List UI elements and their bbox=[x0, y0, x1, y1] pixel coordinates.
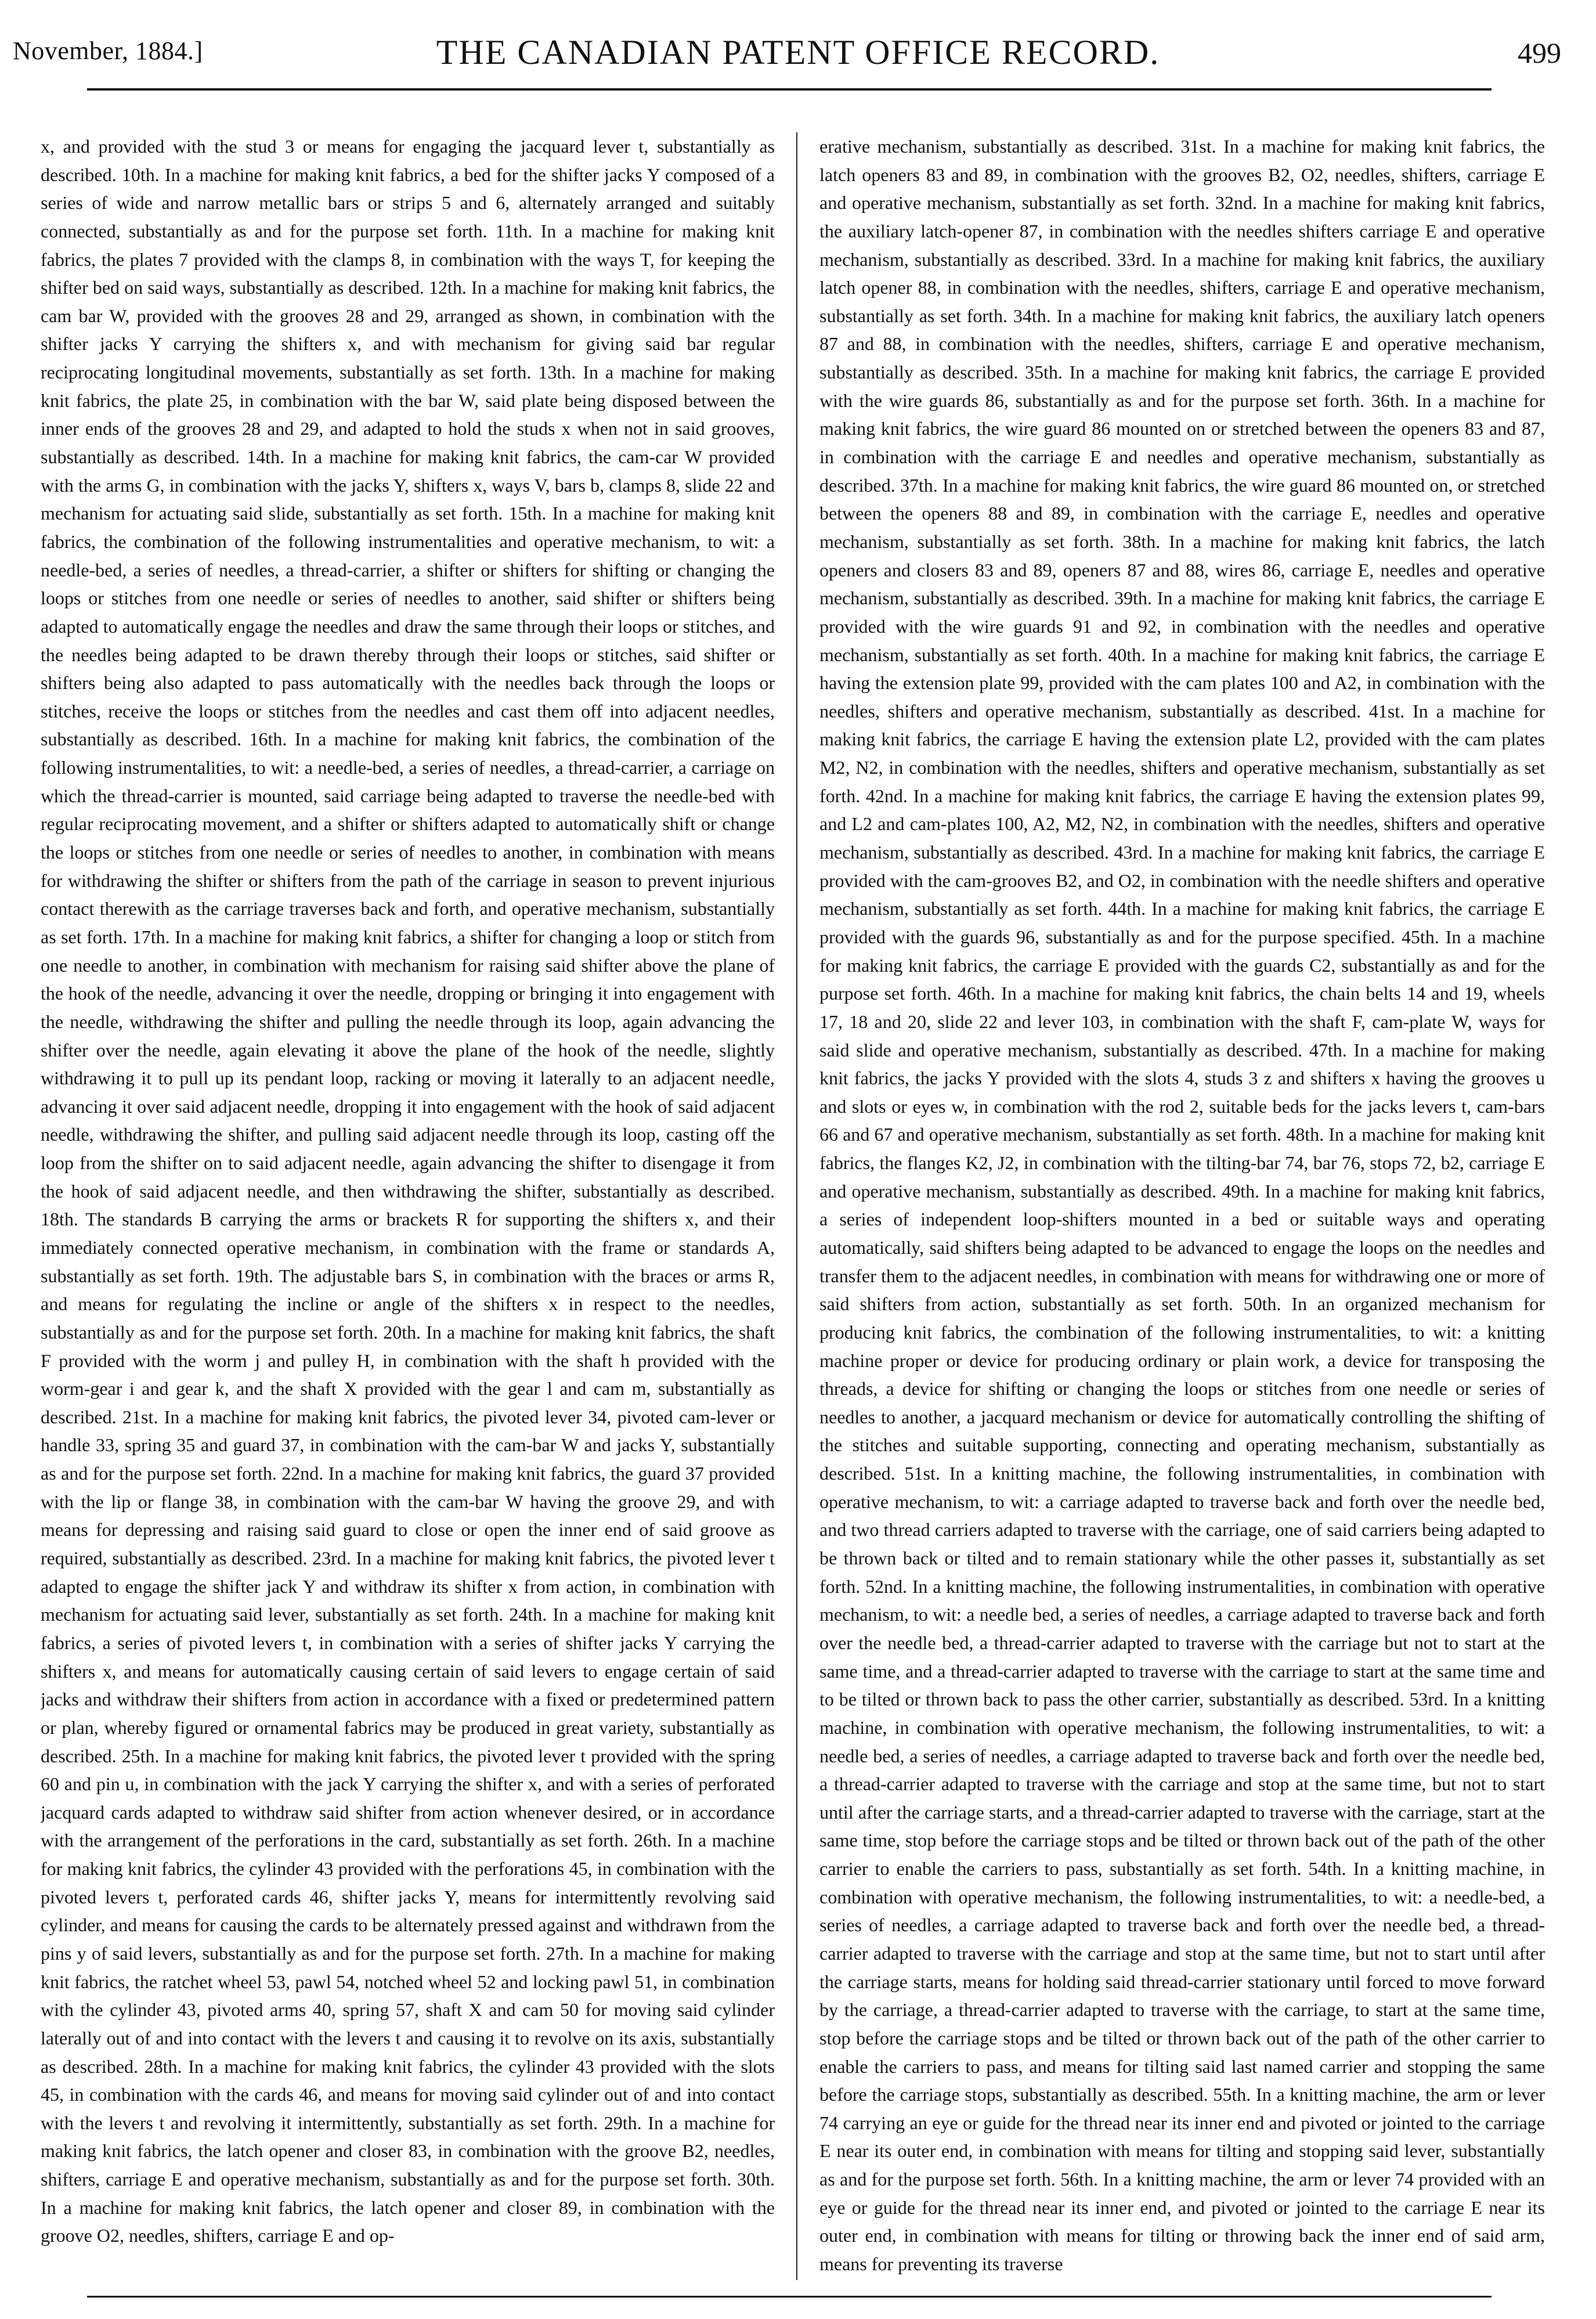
publication-title: THE CANADIAN PATENT OFFICE RECORD. bbox=[436, 33, 1160, 71]
issue-date: November, 1884.] bbox=[13, 37, 203, 65]
left-column bbox=[41, 132, 775, 2280]
right-column-text: erative mechanism, substantially as described. 31st. In a machine for making knit fabrics, the latch openers 83 and 89, in combination with the grooves B2, O2, needles, shifters, carriage E and operative mechanism, substantially as set forth. 32nd. In a machine for making knit fabrics, the auxiliary latch-opener 87, in combination with the needles shifters carriage E and operative mechanism, substantially as described. 33rd. In a machine for making knit fabrics, the auxiliary latch opener 88, in combination with the needles, shifters, carriage E and operative mechanism, substantially as set forth. 34th. In a machine for making knit fabrics, the auxiliary latch openers 87 and 88, in combination with the needles, shifters, carriage E and operative mechanism, substantially as described. 35th. In a machine for making knit fabrics, the carriage E provided with the wire guards 86, substantially as and for the purpose set forth. 36th. In a machine for making knit fabrics, the wire guard 86 mounted on or stretched between the openers 83 and 87, in combination with the carriage E and needles and operative mechanism, substantially as described. 37th. In a machine for making knit fabrics, the wire guard 86 mounted on, or stretched between the openers 88 and 89, in combination with the carriage E, needles and operative mechanism, substantially as set forth. 38th. In a machine for making knit fabrics, the latch openers and closers 83 and 89, openers 87 and 88, wires 86, carriage E, needles and operative mechanism, substantially as described. 39th. In a machine for making knit fabrics, the carriage E provided with the wire guards 91 and 92, in combination with the needles and operative mechanism, substantially as set forth. 40th. In a machine for making knit fabrics, the carriage E having the extension plate 99, provided with the cam plates 100 and A2, in combination with the needles, shifters and operative mechanism, substantially as described. 41st. In a machine for making knit fabrics, the carriage E having the extension plate L2, provided with the cam plates M2, N2, in combination with the needles, shifters and operative mechanism, substantially as set forth. 42nd. In a machine for making knit fabrics, the carriage E having the extension plates 99, and L2 and cam-plates 100, A2, M2, N2, in combination with the needles, shifters and operative mechanism, substantially as described. 43rd. In a machine for making knit fabrics, the carriage E provided with the cam-grooves B2, and O2, in combination with the needle shifters and operative mechanism, substantially as set forth. 44th. In a machine for making knit fabrics, the carriage E provided with the guards 96, substantially as and for the purpose specified. 45th. In a machine for making knit fabrics, the carriage E provided with the guards C2, substantially as and for the purpose set forth. 46th. In a machine for making knit fabrics, the chain belts 14 and 19, wheels 17, 18 and 20, slide 22 and lever 103, in combination with the shaft F, cam-plate W, ways for said slide and operative mechanism, substantially as described. 47th. In a machine for making knit fabrics, the jacks Y provided with the slots 4, studs 3 z and shifters x having the grooves u and slots or eyes w, in combination with the rod 2, suitable beds for the jacks levers t, cam-bars 66 and 67 and operative mechanism, substantially as set forth. 48th. In a machine for making knit fabrics, the flanges K2, J2, in combination with the tilting-bar 74, bar 76, stops 72, b2, carriage E and operative mechanism, substantially as described. 49th. In a machine for making knit fabrics, a series of independent loop-shifters mounted in a bed or suitable ways and operating automatically, said shifters being adapted to be advanced to engage the loops on the needles and transfer them to the adjacent needles, in combination with means for withdrawing one or more of said shifters from action, substantially as set forth. 50th. In an organized mechanism for producing knit fabrics, the combination of the following instrumentalities, to wit: a knitting machine proper or device for producing ordinary or plain work, a device for transposing the threads, a device for shifting or changing the loops or stitches from one needle or series of needles to another, a jacquard mechanism or device for automatically controlling the shifting of the stitches and suitable supporting, connecting and operating mechanism, substantially as described. 51st. In a knitting machine, the following instrumentalities, in combination with operative mechanism, to wit: a carriage adapted to traverse back and forth over the needle bed, and two thread carriers adapted to traverse with the carriage, one of said carriers being adapted to be thrown back or tilted and to remain stationary while the other passes it, substantially as set forth. 52nd. In a knitting machine, the following instrumentalities, in combination with operative mechanism, to wit: a needle bed, a series of needles, a carriage adapted to traverse back and forth over the needle bed, a thread-carrier adapted to traverse with the carriage but not to start at the same time, and a thread-carrier adapted to traverse with the carriage to start at the same time and to be tilted or thrown back to pass the other carrier, substantially as described. 53rd. In a knitting machine, in combination with operative mechanism, the following instrumentalities, to wit: a needle bed, a series of needles, a carriage adapted to traverse back and forth over the needle bed, a thread-carrier adapted to traverse with the carriage and stop at the same time, but not to start until after the carriage starts, and a thread-carrier adapted to traverse with the carriage, start at the same time, stop before the carriage stops and be tilted or thrown back out of the path of the other carrier to enable the carriers to pass, substantially as set forth. 54th. In a knitting machine, in combination with operative mechanism, the following instrumentalities, to wit: a needle-bed, a series of needles, a carriage adapted to traverse back and forth over the needle bed, a thread-carrier adapted to traverse with the carriage and stop at the same time, but not to start until after the carriage starts, means for holding said thread-carrier stationary until forced to move forward by the carriage, a thread-carrier adapted to traverse with the carriage, to start at the same time, stop before the carriage stops and be tilted or thrown back out of the path of the other carrier to enable the carriers to pass, and means for tilting said last named carrier and stopping the same before the carriage stops, substantially as described. 55th. In a knitting machine, the arm or lever 74 carrying an eye or guide for the thread near its inner end and pivoted or jointed to the carriage E near its outer end, in combination with means for tilting and stopping said lever, substantially as and for the purpose set forth. 56th. In a knitting machine, the arm or lever 74 provided with an eye or guide for the thread near its inner end, and pivoted or jointed to the carriage E near its outer end, in combination with means for tilting or throwing back the inner end of said arm, means for preventing its traverse bbox=[819, 136, 1545, 2275]
page-header bbox=[0, 33, 1596, 77]
left-column-text: x, and provided with the stud 3 or means for engaging the jacquard lever t, substantially as described. 10th. In a machine for making knit fabrics, a bed for the shifter jacks Y composed of a series of wide and narrow metallic bars or strips 5 and 6, alternately arranged and suitably connected, substantially as and for the purpose set forth. 11th. In a machine for making knit fabrics, the plates 7 provided with the clamps 8, in combination with the ways T, for keeping the shifter bed on said ways, substantially as described. 12th. In a machine for making knit fabrics, the cam bar W, provided with the grooves 28 and 29, arranged as shown, in combination with the shifter jacks Y carrying the shifters x, and with mechanism for giving said bar regular reciprocating longitudinal movements, substantially as set forth. 13th. In a machine for making knit fabrics, the plate 25, in combination with the bar W, said plate being disposed between the inner ends of the grooves 28 and 29, and adapted to hold the studs x when not in said grooves, substantially as described. 14th. In a machine for making knit fabrics, the cam-car W provided with the arms G, in combination with the jacks Y, shifters x, ways V, bars b, clamps 8, slide 22 and mechanism for actuating said slide, substantially as set forth. 15th. In a machine for making knit fabrics, the combination of the following instrumentalities and operative mechanism, to wit: a needle-bed, a series of needles, a thread-carrier, a shifter or shifters for shifting or changing the loops or stitches from one needle or series of needles to another, said shifter or shifters being adapted to automatically engage the needles and draw the same through their loops or stitches, and the needles being adapted to be drawn thereby through their loops or stitches, said shifter or shifters being also adapted to pass automatically with the needles back through the loops or stitches, receive the loops or stitches from the needles and cast them off into adjacent needles, substantially as described. 16th. In a machine for making knit fabrics, the combination of the following instrumentalities, to wit: a needle-bed, a series of needles, a thread-carrier, a carriage on which the thread-carrier is mounted, said carriage being adapted to traverse the needle-bed with regular reciprocating movement, and a shifter or shifters adapted to automatically shift or change the loops or stitches from one needle or series of needles to another, in combination with means for withdrawing the shifter or shifters from the path of the carriage in season to prevent injurious contact therewith as the carriage traverses back and forth, and operative mechanism, substantially as set forth. 17th. In a machine for making knit fabrics, a shifter for changing a loop or stitch from one needle to another, in combination with mechanism for raising said shifter above the plane of the hook of the needle, advancing it over the needle, dropping or bringing it into engagement with the needle, withdrawing the shifter and pulling the needle through its loop, again advancing the shifter over the needle, again elevating it above the plane of the hook of the needle, slightly withdrawing it to pull up its pendant loop, racking or moving it laterally to an adjacent needle, advancing it over said adjacent needle, dropping it into engagement with the hook of said adjacent needle, withdrawing the shifter, and pulling said adjacent needle through its loop, casting off the loop from the shifter on to said adjacent needle, again advancing the shifter to disengage it from the hook of said adjacent needle, and then withdrawing the shifter, substantially as described. 18th. The standards B carrying the arms or brackets R for supporting the shifters x, and their immediately connected operative mechanism, in combination with the frame or standards A, substantially as set forth. 19th. The adjustable bars S, in combination with the braces or arms R, and means for regulating the incline or angle of the shifters x in respect to the needles, substantially as and for the purpose set forth. 20th. In a machine for making knit fabrics, the shaft F provided with the worm j and pulley H, in combination with the shaft h provided with the worm-gear i and gear k, and the shaft X provided with the gear l and cam m, substantially as described. 21st. In a machine for making knit fabrics, the pivoted lever 34, pivoted cam-lever or handle 33, spring 35 and guard 37, in combination with the cam-bar W and jacks Y, substantially as and for the purpose set forth. 22nd. In a machine for making knit fabrics, the guard 37 provided with the lip or flange 38, in combination with the cam-bar W having the groove 29, and with means for depressing and raising said guard to close or open the inner end of said groove as required, substantially as described. 23rd. In a machine for making knit fabrics, the pivoted lever t adapted to engage the shifter jack Y and withdraw its shifter x from action, in combination with mechanism for actuating said lever, substantially as set forth. 24th. In a machine for making knit fabrics, a series of pivoted levers t, in combination with a series of shifter jacks Y carrying the shifters x, and means for automatically causing certain of said levers to engage certain of said jacks and withdraw their shifters from action in accordance with a fixed or predetermined pattern or plan, whereby figured or ornamental fabrics may be produced in great variety, substantially as described. 25th. In a machine for making knit fabrics, the pivoted lever t provided with the spring 60 and pin u, in combination with the jack Y carrying the shifter x, and with a series of perforated jacquard cards adapted to withdraw said shifter from action whenever desired, or in accordance with the arrangement of the perforations in the card, substantially as set forth. 26th. In a machine for making knit fabrics, the cylinder 43 provided with the perforations 45, in combination with the pivoted levers t, perforated cards 46, shifter jacks Y, means for intermittently revolving said cylinder, and means for causing the cards to be alternately pressed against and withdrawn from the pins y of said levers, substantially as and for the purpose set forth. 27th. In a machine for making knit fabrics, the ratchet wheel 53, pawl 54, notched wheel 52 and locking pawl 51, in combination with the cylinder 43, pivoted arms 40, spring 57, shaft X and cam 50 for moving said cylinder laterally out of and into contact with the levers t and causing it to revolve on its axis, substantially as described. 28th. In a machine for making knit fabrics, the cylinder 43 provided with the slots 45, in combination with the cards 46, and means for moving said cylinder out of and into contact with the levers t and revolving it intermittently, substantially as set forth. 29th. In a machine for making knit fabrics, the latch opener and closer 83, in combination with the groove B2, needles, shifters, carriage E and operative mechanism, substantially as and for the purpose set forth. 30th. In a machine for making knit fabrics, the latch opener and closer 89, in combination with the groove O2, needles, shifters, carriage E and op- bbox=[41, 136, 775, 2246]
footer-rule bbox=[87, 2296, 1492, 2298]
column-divider bbox=[796, 132, 797, 2280]
header-rule bbox=[87, 88, 1492, 91]
right-column bbox=[819, 132, 1545, 2280]
page-number: 499 bbox=[1518, 37, 1561, 69]
